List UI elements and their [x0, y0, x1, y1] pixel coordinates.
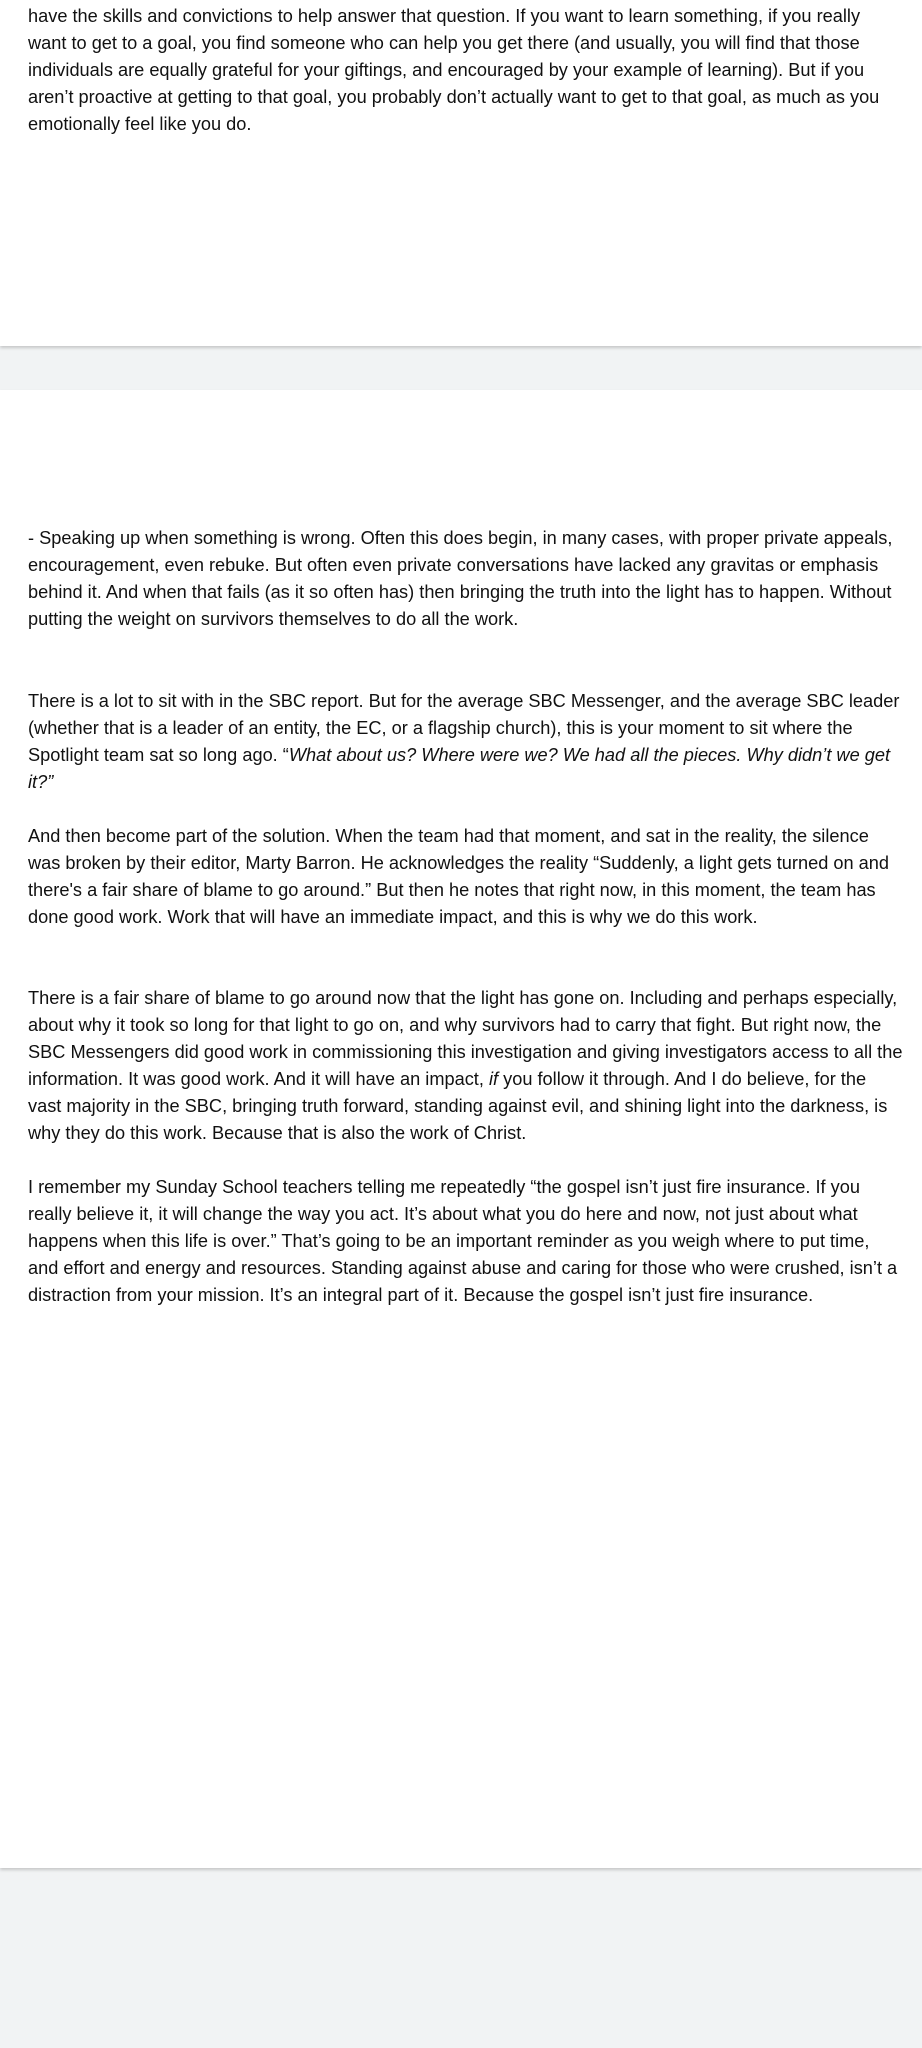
emphasis-if: if — [488, 1069, 499, 1089]
paragraph-text: - Speaking up when something is wrong. Often this does begin, in many cases, with proper private appeals, encouragement, even rebuke. But often even private conversations have lacked any gravitas or emphasis behind it. And when that fails (as it so often has) then bringing the truth into the light has to happen. Without putting the weight on survivors themselves to do all the work. — [28, 528, 893, 629]
paragraph-text — [28, 688, 903, 796]
paragraph-skills-goal — [28, 3, 903, 138]
paragraph-main-text: There is a lot to sit with in the SBC report. But for the average SBC Messenger, and the average SBC leader (whether that is a leader of an entity, the EC, or a flagship church), this is your moment to sit where the Spotlight team sat so long ago. “ — [28, 691, 900, 765]
paragraph-sunday-school — [28, 1174, 903, 1309]
paragraph-sbc-report — [28, 688, 903, 796]
paragraph-text — [28, 985, 903, 1147]
spotlight-quote: What about us? Where were we? We had all the pieces. Why didn’t we get it?” — [28, 745, 891, 792]
paragraph-text: have the skills and convictions to help answer that question. If you want to learn something, if you really want to get to a goal, you find someone who can help you get there (and usually, you will find that those individuals are equally grateful for your giftings, and encouraged by your example of learning). But if you aren’t proactive at getting to that goal, you probably don’t actually want to get to that goal, as much as you emotionally feel like you do. — [28, 6, 880, 134]
paragraph-text: And then become part of the solution. When the team had that moment, and sat in the reality, the silence was broken by their editor, Marty Barron. He acknowledges the reality “Suddenly, a light gets turned on and there's a fair share of blame to go around.” But then he notes that right now, in this moment, the team has done good work. Work that will have an immediate impact, and this is why we do this work. — [28, 826, 890, 927]
paragraph-speaking-up — [28, 525, 903, 633]
paragraph-text-end: you follow it through. And I do believe, for the vast majority in the SBC, bringing truth forward, standing against evil, and shining light into the darkness, is why they do this work. Because that is also the work of Christ. — [28, 1069, 888, 1143]
paragraph-solution — [28, 823, 903, 931]
document-page-2 — [0, 390, 922, 1868]
document-page-1 — [0, 0, 922, 346]
paragraph-text-start: There is a fair share of blame to go around now that the light has gone on. Including and perhaps especially, about why it took so long for that light to go on, and why survivors had to carry that fight. But right now, the SBC Messengers did good work in commissioning this investigation and giving investigators access to all the information. It was good work. And it will have an impact, — [28, 988, 903, 1089]
paragraph-blame — [28, 985, 903, 1147]
paragraph-text: I remember my Sunday School teachers telling me repeatedly “the gospel isn’t just fire insurance. If you really believe it, it will change the way you act. It’s about what you do here and now, not just about what happens when this life is over.” That’s going to be an important reminder as you weigh where to put time, and effort and energy and resources. Standing against abuse and caring for those who were crushed, isn’t a distraction from your mission. It’s an integral part of it. Because the gospel isn’t just fire insurance. — [28, 1177, 898, 1305]
